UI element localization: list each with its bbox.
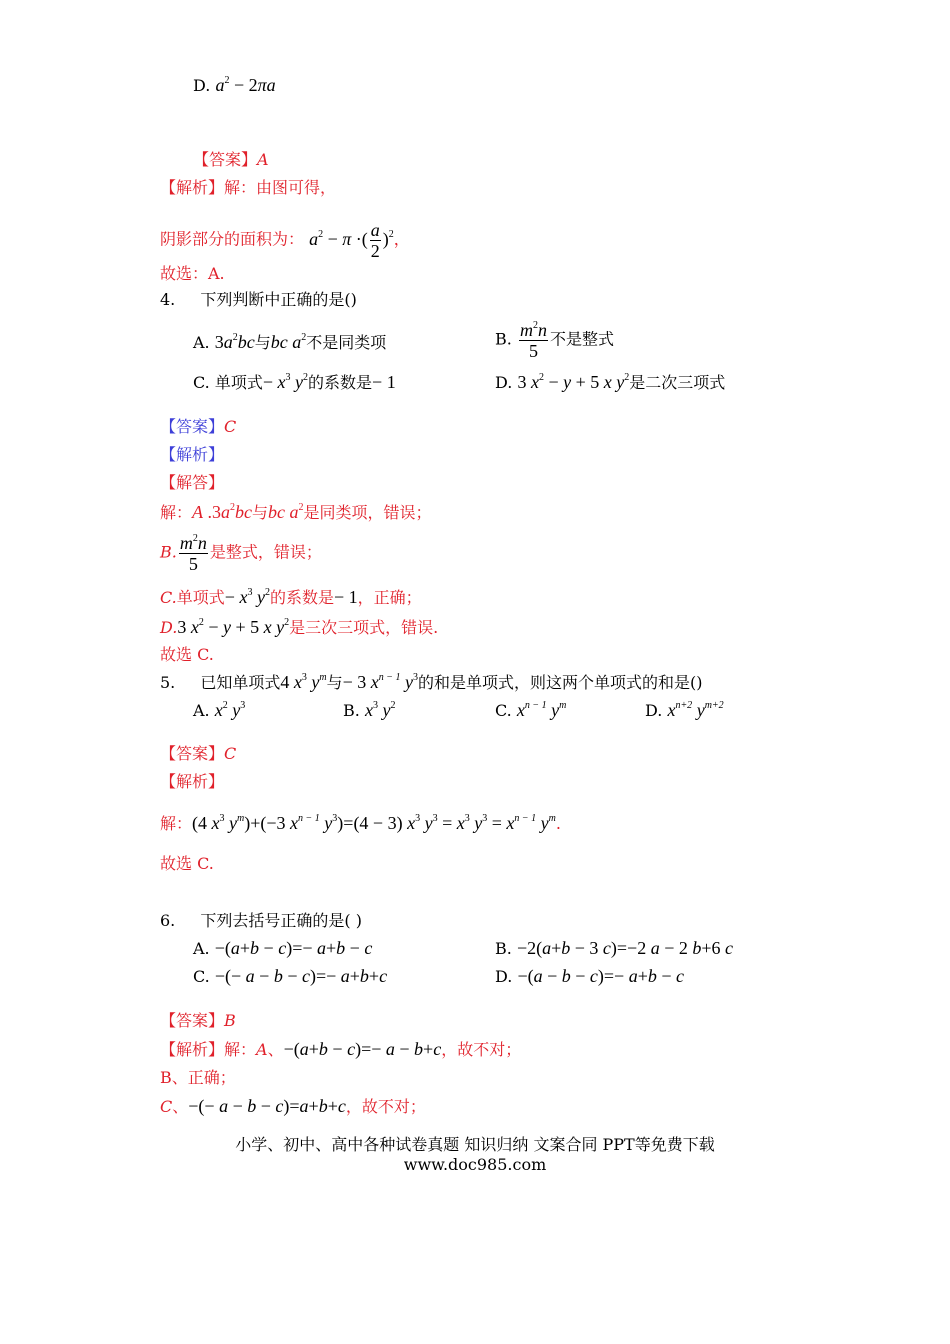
q4-solution-a: 解：A $.3a^2bc$与bc $a^2$是同类项，错误；: [160, 502, 432, 522]
q5-choice: 故选 C.: [160, 854, 214, 873]
q4-analysis-label: 【解析】: [160, 445, 225, 464]
footer-promo: 小学、初中、高中各种试卷真题 知识归纳 文案合同 PPT等免费下载: [235, 1135, 715, 1154]
q3-area-formula: $a^2 - \pi$ ·( $\frac{a}{2}$ )$^2$: [309, 220, 394, 261]
q6-solution-c: C、−(− a − b − c)=a+b+c，故不对；: [160, 1096, 426, 1116]
q5-option-c: C. $x^{n - 1}$ $y^m$: [495, 700, 567, 720]
q5-stem: 5. 已知单项式4 $x^3$ $y^m$与− 3 $x^{n - 1}$ $y^3$的和是单项式，则这两个单项式的和是(): [160, 672, 703, 692]
q3-answer: 【答案】A: [193, 150, 269, 169]
q3-analysis: 【解析】解：由图可得，: [160, 178, 337, 197]
q6-option-c: C. −(− a − b − c)=− a+b+c: [193, 966, 388, 986]
q6-option-d: D. −(a − b − c)=− a+b − c: [495, 966, 685, 986]
q6-stem: 6. 下列去括号正确的是( ): [160, 911, 362, 930]
q4-solution-c: C.单项式− $x^3$ $y^2$的系数是− 1，正确；: [160, 587, 422, 607]
q4-stem: 4. 下列判断中正确的是(): [160, 290, 357, 309]
q5-option-a: A. $x^2$ $y^3$: [193, 700, 246, 720]
q4-option-b: B. $\frac{m^2n}{5}$ 不是整式: [495, 320, 614, 361]
q6-solution-b: B、正确；: [160, 1068, 236, 1087]
q4-solution-d: D.3 $x^2 - y + 5$ x $y^2$是三次三项式，错误.: [160, 617, 439, 637]
q3-choice: 故选：A.: [160, 264, 225, 283]
q5-option-d: D. $x^{n+2}$ $y^{m+2}$: [645, 700, 724, 720]
q5-option-b: B. $x^3$ $y^2$: [343, 700, 396, 720]
q5-analysis-label: 【解析】: [160, 772, 225, 791]
q5-solution: 解：(4 $x^3$ $y^m)+(-3$ $x^{n - 1}$ $y^3)=(4 - 3)$ $x^3$ $y^3 = x^3$ $y^3 = x^{n - 1}$ $y^m$.: [160, 813, 561, 833]
q6-option-a: A. −(a+b − c)=− a+b − c: [193, 938, 373, 958]
q6-option-b: B. −2(a+b − 3 c)=−2 a − 2 b+6 c: [495, 938, 734, 958]
q3-shadow-area: 阴影部分的面积为： $a^2 - \pi$ ·( $\frac{a}{2}$ )$^2$，: [160, 220, 410, 261]
q4-choice: 故选 C.: [160, 645, 214, 664]
q5-answer: 【答案】C: [160, 744, 237, 763]
q3-option-d: D. $a^2 - 2\pi a$: [193, 75, 276, 95]
q6-answer: 【答案】B: [160, 1011, 236, 1030]
q6-solution-a: 【解析】解：A、−(a+b − c)=− a − b+c，故不对；: [160, 1039, 522, 1059]
q4-solution-label: 【解答】: [160, 473, 225, 492]
q4-option-a: A. $3a^2bc$与bc $a^2$不是同类项: [193, 332, 387, 352]
q4-option-c: C. 单项式− $x^3$ $y^2$的系数是− 1: [193, 372, 396, 392]
q4-solution-b: B. $\frac{m^2n}{5}$ 是整式，错误；: [160, 533, 322, 574]
q4-answer: 【答案】C: [160, 417, 237, 436]
q3-option-d-expr: $a^2 - 2\pi a$: [215, 75, 276, 95]
footer-url[interactable]: www.doc985.com: [403, 1155, 547, 1174]
q4-option-d: D. 3 $x^2 - y + 5$ x $y^2$是二次三项式: [495, 372, 726, 392]
